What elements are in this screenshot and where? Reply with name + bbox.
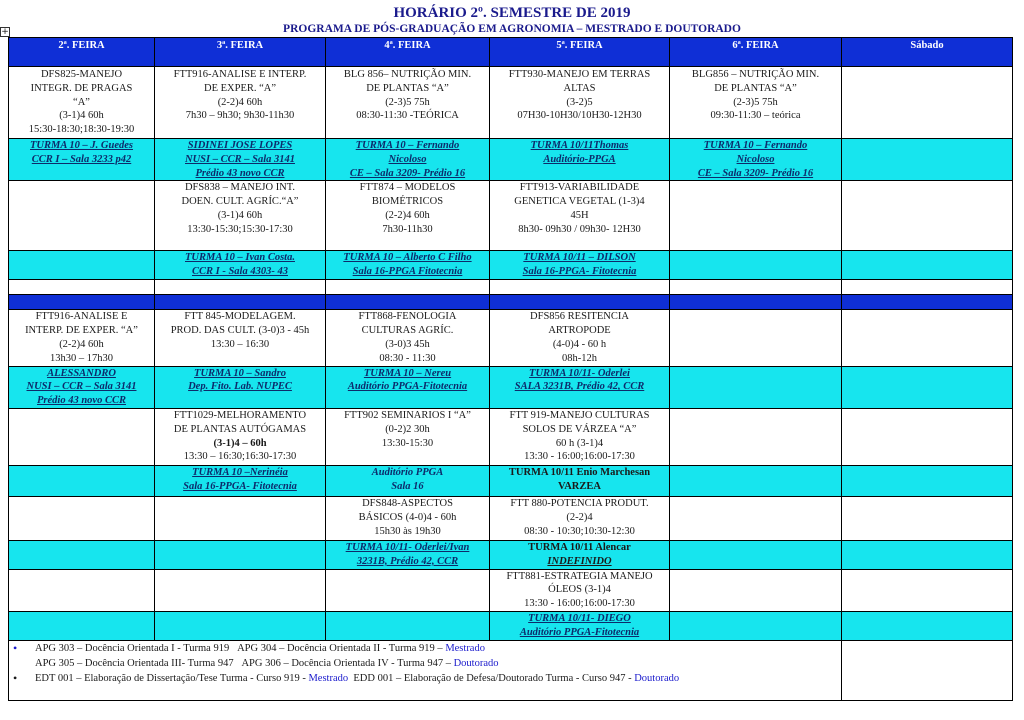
page-subtitle: PROGRAMA DE PÓS-GRADUAÇÃO EM AGRONOMIA – MESTRADO E DOUTORADO — [283, 23, 741, 35]
class-row — [9, 251, 1013, 280]
cell-text-line: FTT902 SEMINARIOS I “A” — [344, 409, 471, 421]
cell-text-line: DE EXPER. “A” — [203, 82, 277, 94]
cell-text-line: TURMA 10 –Nerinéia — [192, 466, 288, 478]
course-cell — [326, 310, 490, 366]
cell-text-line: PROD. DAS CULT. (3-0)3 - 45h — [170, 325, 310, 337]
cell-text-line: Nicoloso — [736, 153, 775, 165]
empty-cell — [9, 496, 155, 540]
class-cell — [326, 366, 490, 408]
course-cell — [490, 496, 670, 540]
cell-text-line: DFS848-ASPECTOS — [362, 497, 453, 509]
cell-text-line: INTERP. DE EXPER. “A” — [25, 325, 138, 337]
empty-cell — [670, 465, 842, 496]
course-cell — [326, 496, 490, 540]
empty-cell — [670, 310, 842, 366]
cell-text-line: ALESSANDRO — [47, 367, 116, 379]
cell-text-line: INTEGR. DE PRAGAS — [30, 82, 133, 94]
cell-text-line: TURMA 10 – Sandro — [194, 367, 286, 379]
course-row — [9, 408, 1013, 465]
cell-text-line: 07H30-10H30/10H30-12H30 — [517, 110, 642, 122]
cell-text-line: (3-0)3 45h — [385, 338, 430, 350]
cell-text-line: FTT 919-MANEJO CULTURAS — [509, 409, 650, 421]
empty-cell — [670, 611, 842, 640]
cell-text-line: 13:30-15:30 — [381, 437, 434, 449]
class-cell — [326, 540, 490, 569]
footer-text: Doutorado — [634, 672, 680, 684]
empty-cell — [155, 496, 326, 540]
cell-text-line: CCR I – Sala 3233 p42 — [31, 153, 132, 165]
empty-cell — [670, 569, 842, 611]
bullet-icon: • — [13, 640, 18, 655]
cell-text-line: Sala 16 — [391, 480, 424, 492]
cell-text-line: DFS825-MANEJO — [40, 69, 123, 80]
cell-text-line: 08:30 - 10:30;10:30-12:30 — [524, 525, 635, 537]
class-row — [9, 139, 1013, 181]
empty-cell — [842, 310, 1013, 366]
cell-text-line: CULTURAS AGRÍC. — [361, 325, 454, 337]
cell-text-line: 13h30 – 17h30 — [50, 352, 113, 364]
page-title: HORÁRIO 2º. SEMESTRE DE 2019 — [393, 5, 631, 21]
cell-text-line: 15:30-18:30;18:30-19:30 — [28, 124, 135, 136]
footer-text: APG 303 – Docência Orientada I - Turma 919 — [35, 642, 230, 654]
empty-cell — [842, 408, 1013, 465]
empty-cell — [326, 569, 490, 611]
cell-text-line: 13:30 – 16:30 — [210, 338, 270, 350]
empty-cell — [670, 496, 842, 540]
course-cell — [9, 67, 155, 139]
footer-text: EDT 001 – Elaboração de Dissertação/Tese Turma - Curso 919 - — [35, 672, 306, 684]
empty-cell — [9, 569, 155, 611]
empty-cell — [842, 640, 1013, 700]
cell-text-line: FTT868-FENOLOGIA — [358, 311, 457, 323]
cell-text-line: Prédio 43 novo CCR — [37, 395, 126, 407]
cell-text-line: DFS838 – MANEJO INT. — [184, 182, 296, 194]
cell-text-line: FTT 880-POTENCIA PRODUT. — [510, 497, 649, 509]
class-row — [9, 611, 1013, 640]
empty-cell — [842, 496, 1013, 540]
cell-text-line: CE – Sala 3209- Prédio 16 — [349, 167, 466, 179]
empty-cell — [842, 251, 1013, 280]
empty-cell — [9, 408, 155, 465]
footer-row — [9, 640, 1013, 700]
table-move-handle-icon[interactable]: + — [1, 27, 9, 37]
col-header-saturday: Sábado — [842, 38, 1013, 67]
cell-text-line: ALTAS — [563, 82, 596, 94]
cell-text-line: (2-2)4 60h — [59, 338, 104, 350]
cell-text-line: FTT913-VARIABILIDADE — [519, 182, 640, 194]
cell-text-line: Sala 16-PPGA- Fitotecnia — [183, 480, 297, 492]
empty-cell — [9, 465, 155, 496]
empty-cell — [155, 540, 326, 569]
empty-cell — [842, 366, 1013, 408]
class-cell — [326, 465, 490, 496]
col-header-friday: 6ª. FEIRA — [670, 38, 842, 67]
footer-text: Doutorado — [453, 657, 499, 669]
cell-text-line: FTT1029-MELHORAMENTO — [173, 409, 307, 421]
class-cell — [155, 366, 326, 408]
empty-cell — [9, 540, 155, 569]
cell-text-line: FTT930-MANEJO EM TERRAS — [508, 69, 651, 80]
empty-cell — [155, 611, 326, 640]
cell-text-line: (2-3)5 75h — [733, 96, 778, 108]
cell-text-line: Sala 16-PPGA Fitotecnia — [352, 266, 463, 278]
cell-text-line: BIOMÉTRICOS — [371, 196, 444, 208]
cell-text-line: TURMA 10/11- Oderlei/Ivan — [345, 541, 470, 553]
class-cell — [490, 139, 670, 181]
cell-text-line: TURMA 10/11 – DILSON — [523, 252, 636, 264]
cell-text-line: SOLOS DE VÁRZEA “A” — [522, 423, 637, 435]
cell-text-line: (0-2)2 30h — [385, 423, 430, 435]
spacer-row — [9, 280, 1013, 295]
cell-text-line: TURMA 10 – Nereu — [363, 367, 452, 379]
cell-text-line: Sala 16-PPGA- Fitotecnia — [522, 266, 637, 278]
empty-cell — [842, 139, 1013, 181]
cell-text-line: TURMA 10 – Fernando — [355, 140, 460, 151]
cell-text-line: TURMA 10/11 Enio Marchesan — [508, 466, 651, 478]
cell-text-line: (4-0)4 - 60 h — [552, 338, 607, 350]
course-cell — [670, 67, 842, 139]
cell-text-line: TURMA 10 – J. Guedes — [30, 140, 133, 151]
col-header-thursday: 5ª. FEIRA — [490, 38, 670, 67]
cell-text-line: (3-2)5 — [566, 96, 593, 108]
course-cell — [155, 310, 326, 366]
footer-text: APG 306 – Docência Orientada IV - Turma 947 – — [241, 657, 451, 669]
cell-text-line: 60 h (3-1)4 — [555, 437, 604, 449]
cell-text-line: BLG856 – NUTRIÇÃO MIN. — [691, 69, 820, 80]
bullet-icon: • — [13, 670, 18, 685]
class-cell — [155, 139, 326, 181]
course-cell — [490, 569, 670, 611]
cell-text-line: 7h30-11h30 — [382, 223, 433, 235]
class-cell — [9, 366, 155, 408]
course-row — [9, 67, 1013, 139]
divider-row — [9, 295, 1013, 310]
course-cell — [326, 181, 490, 251]
empty-cell — [842, 611, 1013, 640]
empty-cell — [842, 67, 1013, 139]
class-cell — [155, 465, 326, 496]
footer-notes — [9, 640, 842, 700]
empty-cell — [155, 569, 326, 611]
course-cell — [9, 310, 155, 366]
course-cell — [155, 408, 326, 465]
cell-text-line: 7h30 – 9h30; 9h30-11h30 — [185, 110, 295, 122]
cell-text-line: (2-2)4 60h — [217, 96, 263, 108]
cell-text-line: TURMA 10/11Thomas — [530, 140, 629, 151]
footer-text: APG 305 – Docência Orientada III- Turma 947 — [35, 657, 234, 669]
cell-text-line: (3-1)4 60h — [217, 209, 263, 221]
class-cell — [155, 251, 326, 280]
footer-text: APG 304 – Docência Orientada II - Turma 919 – — [237, 642, 443, 654]
cell-text-line: 13:30 - 16:00;16:00-17:30 — [524, 451, 635, 463]
class-cell — [490, 366, 670, 408]
class-cell — [9, 139, 155, 181]
empty-cell — [326, 611, 490, 640]
cell-text-line: FTT916-ANALISE E — [35, 311, 128, 323]
cell-text-line: 13:30 – 16:30;16:30-17:30 — [183, 451, 297, 463]
cell-text-line: TURMA 10 – Ivan Costa. — [185, 252, 295, 264]
class-cell — [490, 465, 670, 496]
empty-cell — [670, 251, 842, 280]
empty-cell — [9, 611, 155, 640]
empty-cell — [670, 408, 842, 465]
course-cell — [490, 181, 670, 251]
cell-text-line: ARTROPODE — [548, 325, 611, 337]
cell-text-line: “A” — [73, 96, 90, 108]
cell-text-line: BÁSICOS (4-0)4 - 60h — [358, 511, 457, 523]
col-header-wednesday: 4ª. FEIRA — [326, 38, 490, 67]
cell-text-line: (2-2)4 — [566, 511, 593, 523]
course-row — [9, 569, 1013, 611]
class-cell — [490, 251, 670, 280]
empty-cell — [9, 181, 155, 251]
cell-text-line: INDEFINIDO — [547, 555, 612, 567]
empty-cell — [670, 540, 842, 569]
class-cell — [490, 540, 670, 569]
cell-text-line: 08:30 - 11:30 — [379, 352, 436, 364]
empty-cell — [842, 465, 1013, 496]
course-cell — [326, 67, 490, 139]
cell-text-line: CE – Sala 3209- Prédio 16 — [697, 167, 814, 179]
cell-text-line: SALA 3231B, Prédio 42, CCR — [514, 381, 645, 393]
cell-text-line: DE PLANTAS “A” — [714, 82, 797, 94]
footer-text: EDD 001 – Elaboração de Defesa/Doutorado Turma - Curso 947 - — [353, 672, 632, 684]
course-cell — [155, 181, 326, 251]
cell-text-line: DE PLANTAS AUTÓGAMAS — [173, 423, 307, 435]
cell-text-line: Nicoloso — [388, 153, 427, 165]
cell-text-line: TURMA 10 – Alberto C Filho — [343, 252, 472, 264]
cell-text-line: FTT874 – MODELOS — [359, 182, 456, 194]
cell-text-line: (3-1)4 60h — [59, 110, 104, 122]
class-row — [9, 465, 1013, 496]
footer-text: Mestrado — [308, 672, 349, 684]
course-cell — [490, 310, 670, 366]
cell-text-line: Auditório PPGA-Fitotecnia — [347, 381, 468, 393]
cell-text-line: (3-1)4 – 60h — [213, 437, 267, 449]
cell-text-line: BLG 856– NUTRIÇÃO MIN. — [343, 69, 472, 80]
class-cell — [326, 251, 490, 280]
cell-text-line: TURMA 10/11 Alencar — [528, 541, 631, 553]
empty-cell — [842, 569, 1013, 611]
cell-text-line: VARZEA — [558, 480, 601, 492]
empty-cell — [670, 366, 842, 408]
course-row — [9, 310, 1013, 366]
header-row — [9, 38, 1013, 67]
cell-text-line: DFS856 RESITENCIA — [530, 311, 629, 323]
schedule-table — [8, 37, 1013, 701]
course-cell — [490, 67, 670, 139]
cell-text-line: (2-2)4 60h — [385, 209, 430, 221]
empty-cell — [670, 181, 842, 251]
class-cell — [670, 139, 842, 181]
class-cell — [326, 139, 490, 181]
cell-text-line: Dep. Fito. Lab. NUPEC — [188, 381, 292, 393]
cell-text-line: DOEN. CULT. AGRÍC.“A” — [181, 196, 299, 208]
cell-text-line: FTT916-ANALISE E INTERP. — [173, 69, 307, 80]
col-header-monday: 2ª. FEIRA — [9, 38, 155, 67]
cell-text-line: 3231B, Prédio 42, CCR — [356, 555, 459, 567]
cell-text-line: SIDINEI JOSE LOPES — [187, 140, 293, 151]
cell-text-line: TURMA 10/11- DIEGO — [528, 612, 631, 624]
cell-text-line: GENETICA VEGETAL (1-3)4 — [514, 196, 645, 208]
cell-text-line: 13:30-15:30;15:30-17:30 — [187, 223, 293, 235]
cell-text-line: Auditório PPGA-Fitotecnia — [519, 626, 640, 638]
cell-text-line: 08h-12h — [562, 352, 597, 364]
course-row — [9, 181, 1013, 251]
empty-cell — [9, 251, 155, 280]
cell-text-line: FTT 845-MODELAGEM. — [184, 311, 296, 323]
cell-text-line: ÓLEOS (3-1)4 — [548, 584, 611, 596]
course-row — [9, 496, 1013, 540]
cell-text-line: Auditório-PPGA — [543, 153, 616, 165]
empty-cell — [842, 540, 1013, 569]
cell-text-line: TURMA 10/11- Oderlei — [529, 367, 630, 379]
cell-text-line: 09:30-11:30 – teórica — [710, 110, 801, 122]
cell-text-line: FTT881-ESTRATEGIA MANEJO — [506, 570, 653, 582]
cell-text-line: DE PLANTAS “A” — [366, 82, 449, 94]
footer-text: Mestrado — [445, 642, 485, 654]
cell-text-line: 13:30 - 16:00;16:00-17:30 — [524, 598, 635, 610]
course-cell — [326, 408, 490, 465]
cell-text-line: NUSI – CCR – Sala 3141 — [185, 153, 295, 165]
course-cell — [155, 67, 326, 139]
cell-text-line: 45H — [570, 209, 589, 221]
cell-text-line: TURMA 10 – Fernando — [703, 140, 808, 151]
cell-text-line: Prédio 43 novo CCR — [195, 167, 285, 179]
class-cell — [490, 611, 670, 640]
cell-text-line: Auditório PPGA — [371, 466, 444, 478]
col-header-tuesday: 3ª. FEIRA — [155, 38, 326, 67]
cell-text-line: 15h30 às 19h30 — [374, 525, 441, 537]
cell-text-line: NUSI – CCR – Sala 3141 — [26, 381, 137, 393]
cell-text-line: 8h30- 09h30 / 09h30- 12H30 — [518, 223, 641, 235]
empty-cell — [842, 181, 1013, 251]
course-cell — [490, 408, 670, 465]
cell-text-line: (2-3)5 75h — [385, 96, 430, 108]
cell-text-line: 08:30-11:30 -TEÓRICA — [356, 110, 459, 122]
class-row — [9, 540, 1013, 569]
cell-text-line: CCR I - Sala 4303- 43 — [192, 266, 288, 278]
class-row — [9, 366, 1013, 408]
